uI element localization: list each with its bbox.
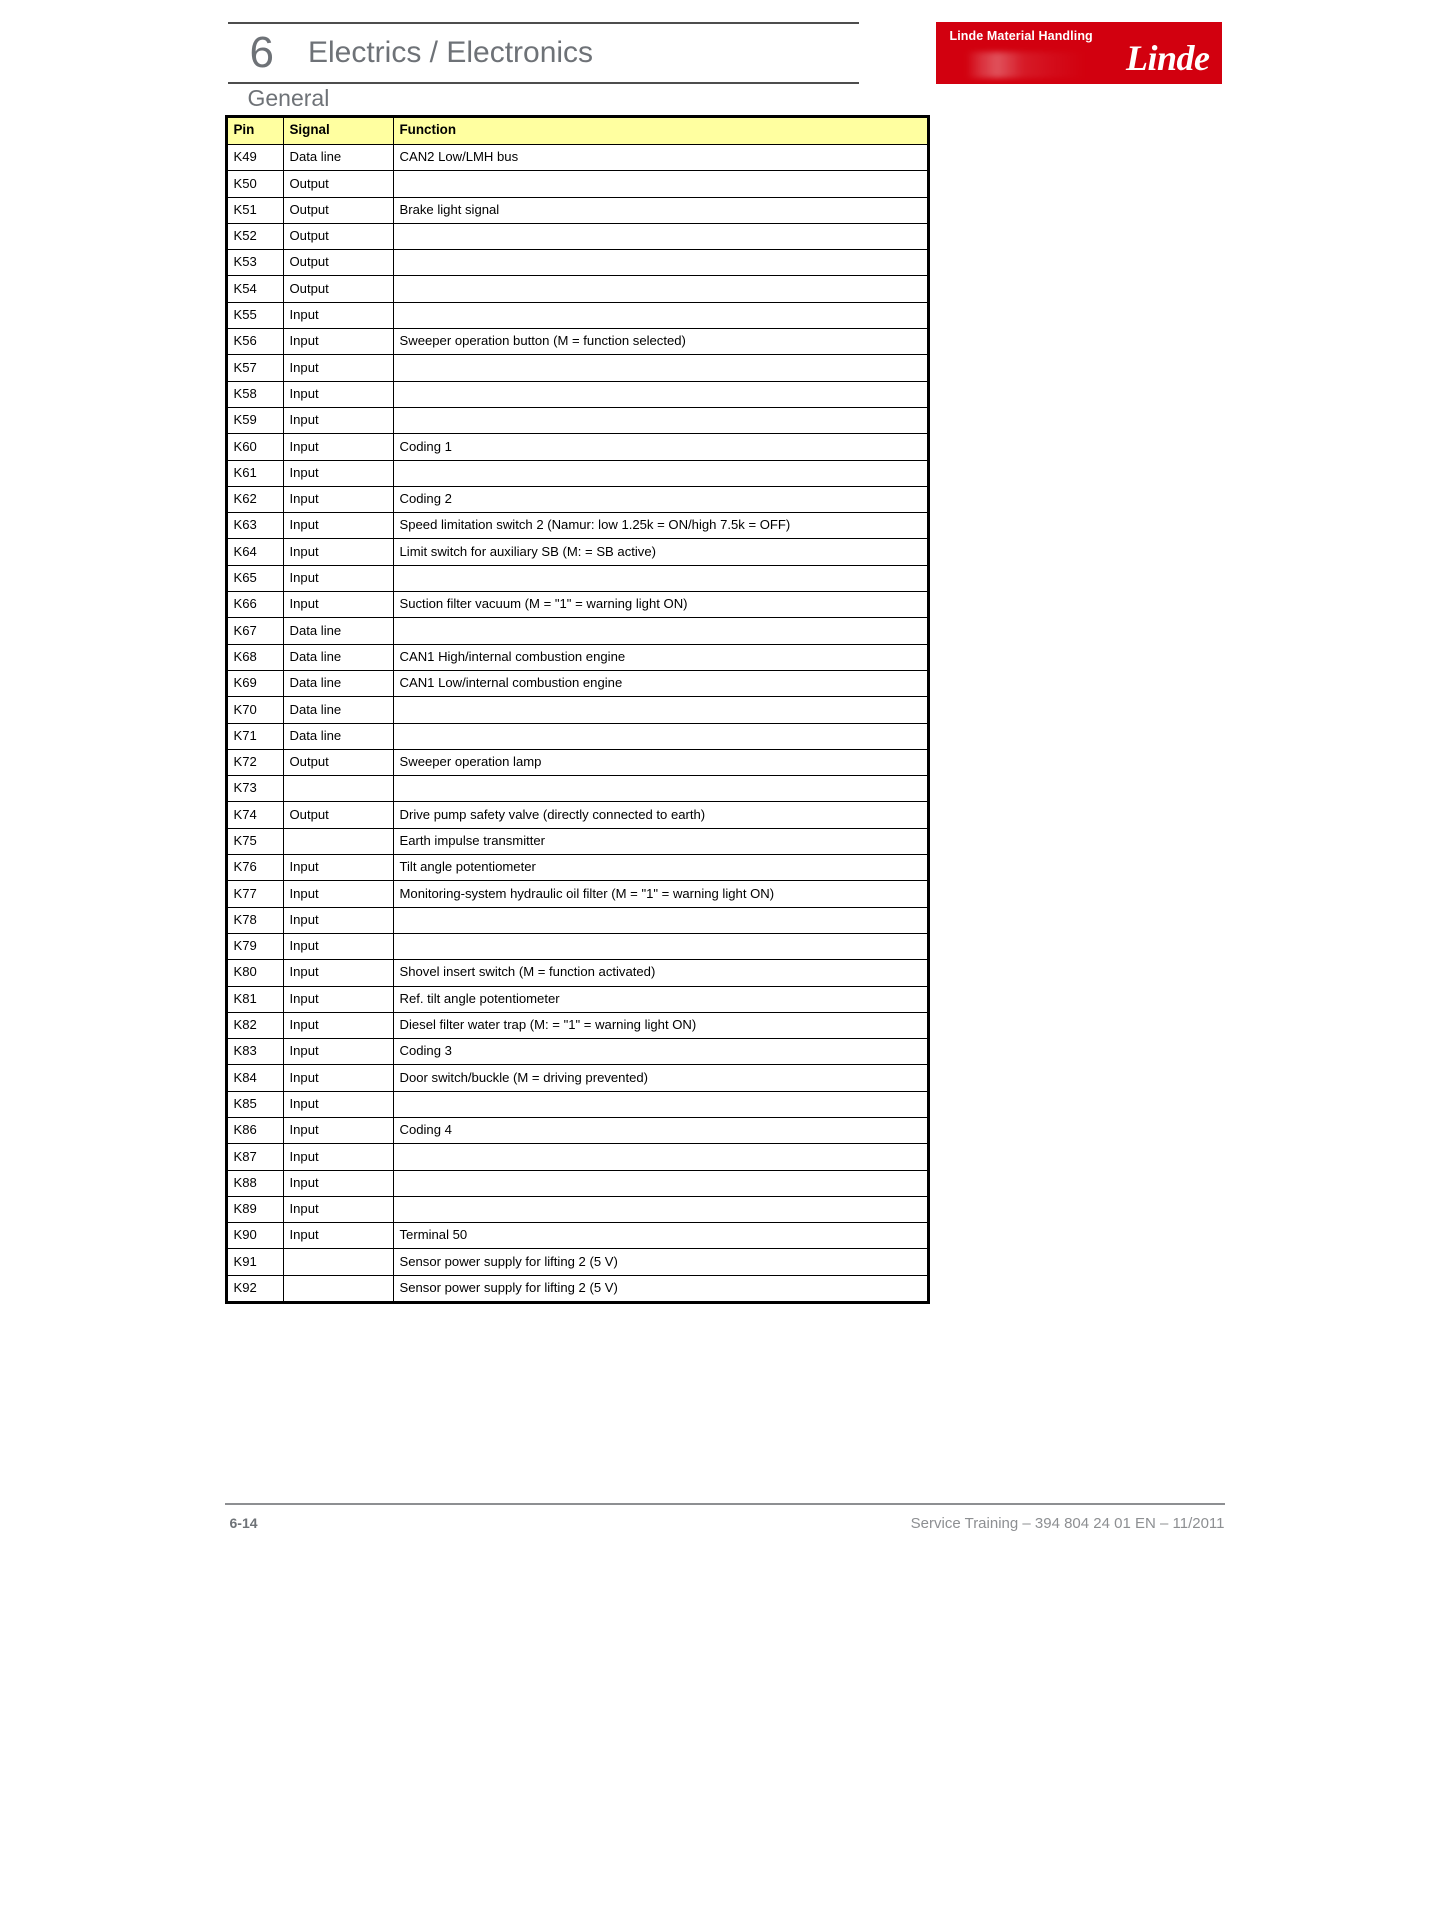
column-header-function: Function <box>393 118 927 145</box>
table-row <box>227 592 927 618</box>
cell-function: Limit switch for auxiliary SB (M: = SB active) <box>393 539 927 565</box>
table-row <box>227 565 927 591</box>
table-row <box>227 486 927 512</box>
cell-pin: K49 <box>227 145 283 171</box>
cell-pin: K82 <box>227 1012 283 1038</box>
cell-function: Drive pump safety valve (directly connected to earth) <box>393 802 927 828</box>
cell-pin: K91 <box>227 1249 283 1275</box>
table-row <box>227 1170 927 1196</box>
chapter-number: 6 <box>249 28 274 77</box>
cell-signal: Input <box>283 539 393 565</box>
table-row <box>227 1117 927 1143</box>
table-row <box>227 329 927 355</box>
cell-function <box>393 565 927 591</box>
cell-pin: K89 <box>227 1196 283 1222</box>
cell-pin: K92 <box>227 1275 283 1301</box>
table-row <box>227 250 927 276</box>
cell-pin: K60 <box>227 434 283 460</box>
table-row <box>227 749 927 775</box>
page-footer <box>225 1503 1225 1539</box>
pin-assignment-table-wrapper <box>225 115 925 1309</box>
cell-pin: K73 <box>227 776 283 802</box>
cell-signal: Data line <box>283 670 393 696</box>
logo-smudge-graphic <box>966 52 1086 78</box>
cell-function <box>393 407 927 433</box>
table-row <box>227 171 927 197</box>
cell-signal: Input <box>283 960 393 986</box>
cell-function: Diesel filter water trap (M: = "1" = warning light ON) <box>393 1012 927 1038</box>
cell-function <box>393 381 927 407</box>
cell-pin: K59 <box>227 407 283 433</box>
table-header-row <box>227 118 927 145</box>
cell-pin: K87 <box>227 1144 283 1170</box>
table-row <box>227 197 927 223</box>
document-info: Service Training – 394 804 24 01 EN – 11/2011 <box>910 1515 1225 1532</box>
table-body <box>227 145 927 1302</box>
cell-function: Sensor power supply for lifting 2 (5 V) <box>393 1249 927 1275</box>
cell-pin: K71 <box>227 723 283 749</box>
cell-pin: K88 <box>227 1170 283 1196</box>
cell-pin: K65 <box>227 565 283 591</box>
cell-function <box>393 223 927 249</box>
table-row <box>227 1275 927 1301</box>
cell-function: CAN1 High/internal combustion engine <box>393 644 927 670</box>
cell-signal: Input <box>283 855 393 881</box>
table-row <box>227 407 927 433</box>
cell-function: Ref. tilt angle potentiometer <box>393 986 927 1012</box>
cell-function: Sweeper operation lamp <box>393 749 927 775</box>
cell-function <box>393 250 927 276</box>
table-row <box>227 355 927 381</box>
cell-function: CAN2 Low/LMH bus <box>393 145 927 171</box>
cell-pin: K66 <box>227 592 283 618</box>
table-row <box>227 1196 927 1222</box>
cell-pin: K72 <box>227 749 283 775</box>
cell-pin: K74 <box>227 802 283 828</box>
cell-function <box>393 460 927 486</box>
cell-signal: Input <box>283 460 393 486</box>
cell-signal: Output <box>283 223 393 249</box>
cell-pin: K83 <box>227 1039 283 1065</box>
cell-function: Tilt angle potentiometer <box>393 855 927 881</box>
cell-function: Terminal 50 <box>393 1223 927 1249</box>
page-number: 6-14 <box>229 1515 258 1531</box>
cell-pin: K50 <box>227 171 283 197</box>
cell-function <box>393 907 927 933</box>
cell-function: Brake light signal <box>393 197 927 223</box>
cell-pin: K75 <box>227 828 283 854</box>
cell-pin: K69 <box>227 670 283 696</box>
cell-signal: Input <box>283 381 393 407</box>
cell-function: Sweeper operation button (M = function selected) <box>393 329 927 355</box>
table-row <box>227 302 927 328</box>
table-row <box>227 145 927 171</box>
cell-function <box>393 776 927 802</box>
table-row <box>227 1012 927 1038</box>
linde-logo <box>936 22 1222 84</box>
table-row <box>227 618 927 644</box>
table-row <box>227 960 927 986</box>
cell-signal: Output <box>283 276 393 302</box>
cell-signal <box>283 776 393 802</box>
cell-pin: K62 <box>227 486 283 512</box>
cell-signal <box>283 1275 393 1301</box>
cell-pin: K70 <box>227 697 283 723</box>
cell-signal: Input <box>283 355 393 381</box>
cell-signal: Input <box>283 1170 393 1196</box>
table-row <box>227 855 927 881</box>
cell-function: Monitoring-system hydraulic oil filter (M = "1" = warning light ON) <box>393 881 927 907</box>
table-row <box>227 1065 927 1091</box>
cell-function: CAN1 Low/internal combustion engine <box>393 670 927 696</box>
cell-function <box>393 618 927 644</box>
column-header-signal: Signal <box>283 118 393 145</box>
table-row <box>227 276 927 302</box>
table-row <box>227 539 927 565</box>
pin-assignment-table <box>227 117 928 1302</box>
cell-pin: K53 <box>227 250 283 276</box>
cell-signal: Input <box>283 933 393 959</box>
cell-signal <box>283 1249 393 1275</box>
table-row <box>227 723 927 749</box>
cell-signal: Input <box>283 513 393 539</box>
table-row <box>227 670 927 696</box>
table-row <box>227 1039 927 1065</box>
cell-pin: K52 <box>227 223 283 249</box>
table-outer-border <box>225 115 930 1304</box>
cell-function <box>393 723 927 749</box>
cell-pin: K55 <box>227 302 283 328</box>
cell-signal: Input <box>283 1039 393 1065</box>
cell-pin: K81 <box>227 986 283 1012</box>
table-row <box>227 986 927 1012</box>
cell-function <box>393 355 927 381</box>
table-row <box>227 513 927 539</box>
section-label: General <box>247 85 330 111</box>
cell-pin: K86 <box>227 1117 283 1143</box>
page-title: Electrics / Electronics <box>307 36 594 69</box>
cell-signal: Input <box>283 907 393 933</box>
cell-function: Coding 2 <box>393 486 927 512</box>
cell-function <box>393 276 927 302</box>
logo-tagline: Linde Material Handling <box>949 29 1093 43</box>
table-row <box>227 1091 927 1117</box>
cell-signal: Output <box>283 171 393 197</box>
cell-function <box>393 1144 927 1170</box>
cell-signal: Input <box>283 1065 393 1091</box>
cell-signal: Input <box>283 486 393 512</box>
cell-signal <box>283 828 393 854</box>
cell-signal: Input <box>283 565 393 591</box>
cell-pin: K79 <box>227 933 283 959</box>
cell-pin: K57 <box>227 355 283 381</box>
table-row <box>227 776 927 802</box>
table-row <box>227 1144 927 1170</box>
cell-signal: Input <box>283 1223 393 1249</box>
table-row <box>227 933 927 959</box>
table-row <box>227 1249 927 1275</box>
cell-pin: K68 <box>227 644 283 670</box>
cell-function: Earth impulse transmitter <box>393 828 927 854</box>
cell-pin: K80 <box>227 960 283 986</box>
cell-function <box>393 171 927 197</box>
chapter-title-box <box>228 22 859 84</box>
cell-signal: Input <box>283 302 393 328</box>
cell-pin: K51 <box>227 197 283 223</box>
cell-pin: K67 <box>227 618 283 644</box>
cell-signal: Input <box>283 592 393 618</box>
logo-wordmark: Linde <box>1126 38 1210 78</box>
cell-function: Coding 1 <box>393 434 927 460</box>
cell-pin: K54 <box>227 276 283 302</box>
cell-function: Suction filter vacuum (M = "1" = warning light ON) <box>393 592 927 618</box>
table-row <box>227 828 927 854</box>
cell-function: Coding 3 <box>393 1039 927 1065</box>
cell-pin: K63 <box>227 513 283 539</box>
cell-signal: Output <box>283 749 393 775</box>
table-row <box>227 223 927 249</box>
cell-signal: Input <box>283 1012 393 1038</box>
cell-signal: Input <box>283 407 393 433</box>
cell-signal: Input <box>283 1196 393 1222</box>
table-row <box>227 381 927 407</box>
cell-signal: Data line <box>283 697 393 723</box>
cell-pin: K64 <box>227 539 283 565</box>
cell-pin: K85 <box>227 1091 283 1117</box>
table-row <box>227 644 927 670</box>
cell-signal: Input <box>283 434 393 460</box>
cell-function: Shovel insert switch (M = function activated) <box>393 960 927 986</box>
cell-function: Door switch/buckle (M = driving prevented) <box>393 1065 927 1091</box>
cell-signal: Data line <box>283 145 393 171</box>
cell-signal: Data line <box>283 723 393 749</box>
cell-pin: K78 <box>227 907 283 933</box>
cell-pin: K61 <box>227 460 283 486</box>
cell-signal: Input <box>283 986 393 1012</box>
page-header <box>228 22 1222 84</box>
cell-pin: K90 <box>227 1223 283 1249</box>
cell-signal: Data line <box>283 618 393 644</box>
cell-signal: Input <box>283 1144 393 1170</box>
cell-signal: Input <box>283 1117 393 1143</box>
table-row <box>227 460 927 486</box>
table-row <box>227 697 927 723</box>
cell-signal: Data line <box>283 644 393 670</box>
cell-signal: Input <box>283 881 393 907</box>
cell-function <box>393 933 927 959</box>
table-row <box>227 434 927 460</box>
cell-pin: K77 <box>227 881 283 907</box>
cell-pin: K56 <box>227 329 283 355</box>
cell-function: Speed limitation switch 2 (Namur: low 1.25k = ON/high 7.5k = OFF) <box>393 513 927 539</box>
cell-function: Coding 4 <box>393 1117 927 1143</box>
table-row <box>227 802 927 828</box>
column-header-pin: Pin <box>227 118 283 145</box>
cell-signal: Input <box>283 329 393 355</box>
document-page <box>130 0 1320 1577</box>
table-row <box>227 1223 927 1249</box>
table-row <box>227 881 927 907</box>
cell-pin: K76 <box>227 855 283 881</box>
cell-function <box>393 1091 927 1117</box>
cell-pin: K84 <box>227 1065 283 1091</box>
cell-signal: Output <box>283 802 393 828</box>
cell-pin: K58 <box>227 381 283 407</box>
cell-function <box>393 1170 927 1196</box>
cell-function <box>393 302 927 328</box>
cell-signal: Output <box>283 197 393 223</box>
cell-signal: Output <box>283 250 393 276</box>
cell-function <box>393 1196 927 1222</box>
cell-function <box>393 697 927 723</box>
cell-signal: Input <box>283 1091 393 1117</box>
cell-function: Sensor power supply for lifting 2 (5 V) <box>393 1275 927 1301</box>
table-row <box>227 907 927 933</box>
